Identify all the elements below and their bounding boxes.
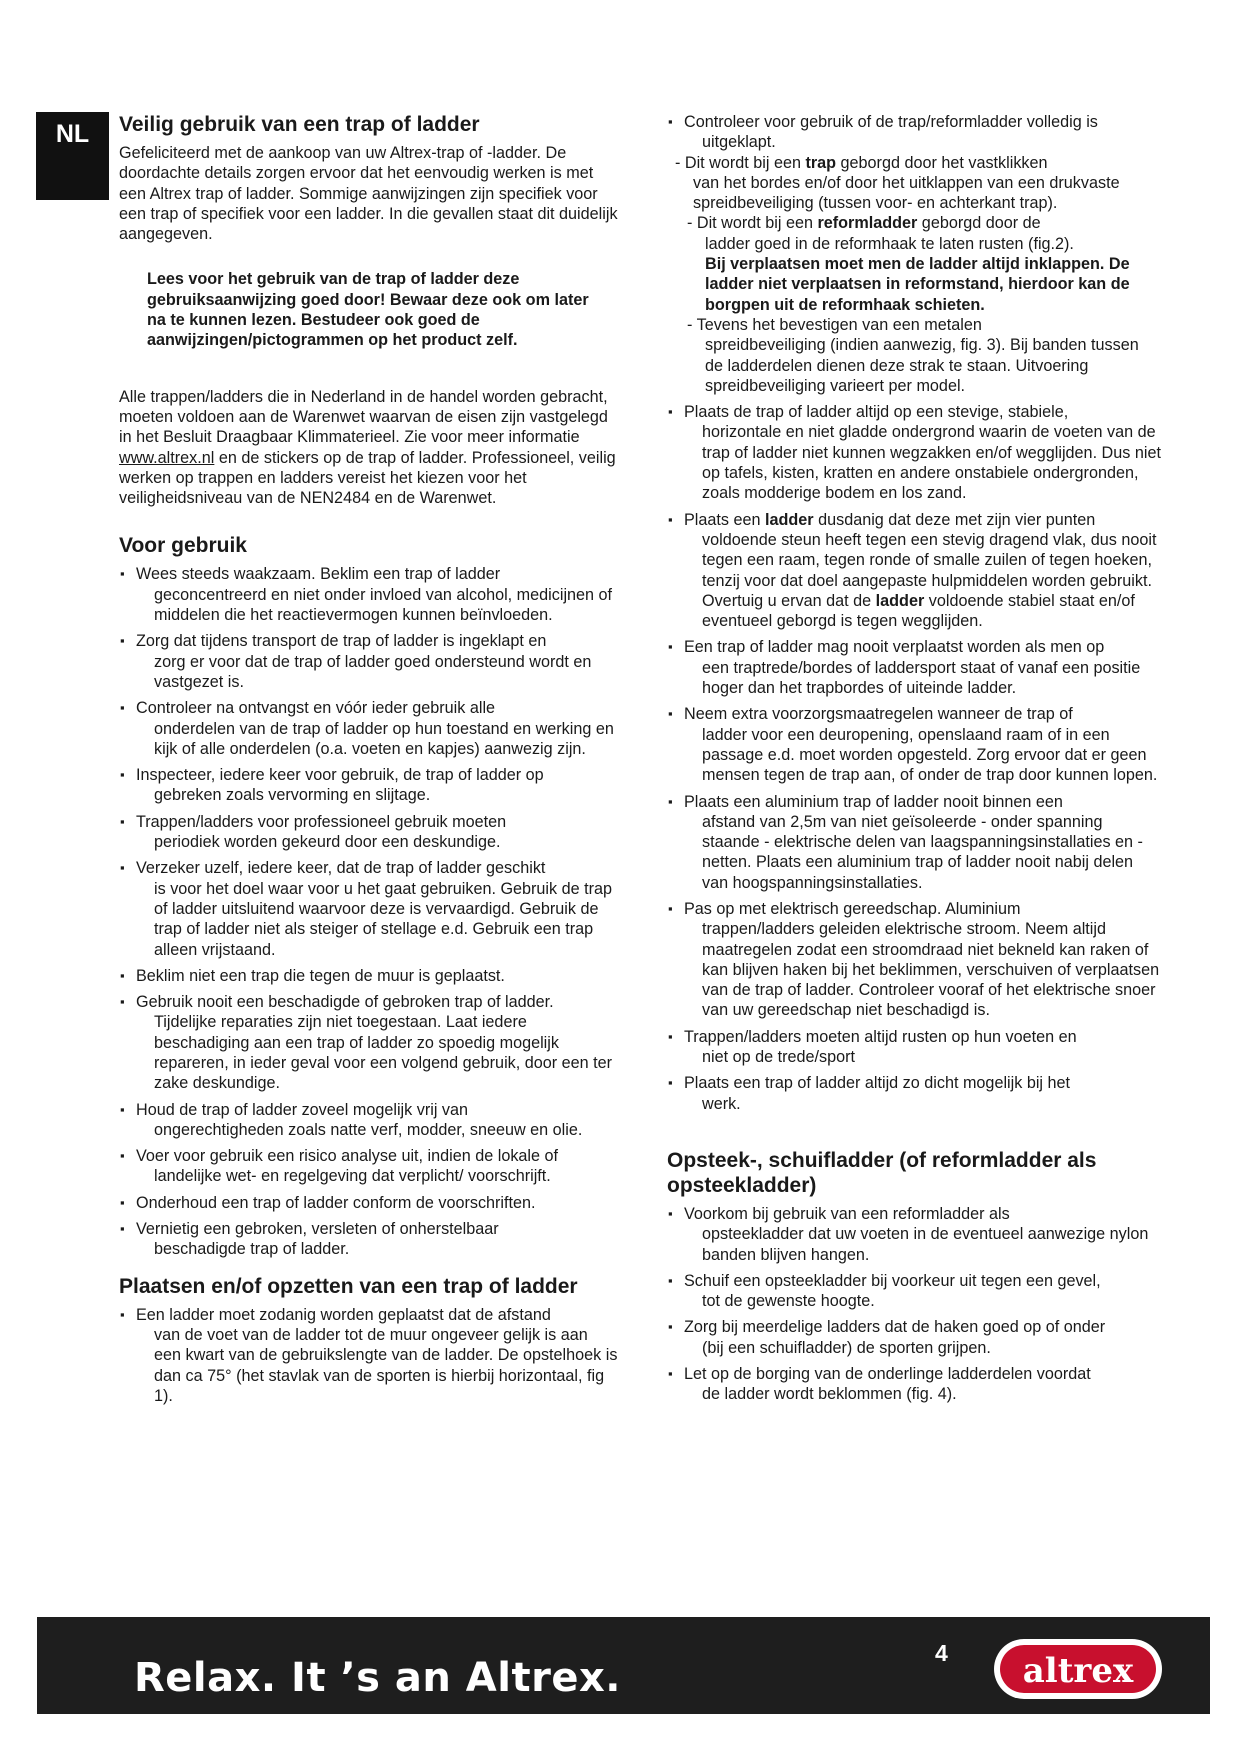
- list-item: ▪ Een trap of ladder mag nooit verplaatst worden als men op een traptrede/bordes of laddersport staat of vanaf een positie hoger dan het trapbordes of uiteinde ladder.: [667, 637, 1161, 698]
- list-item: ▪ Trappen/ladders voor professioneel gebruik moeten periodiek worden gekeurd door een deskundige.: [119, 812, 619, 853]
- list-item: ▪ Beklim niet een trap die tegen de muur is geplaatst.: [119, 966, 619, 986]
- page-title: Veilig gebruik van een trap of ladder: [119, 113, 480, 136]
- list-item: ▪ Trappen/ladders moeten altijd rusten op hun voeten en niet op de trede/sport: [667, 1027, 1161, 1068]
- warning-text: Bij verplaatsen moet men de ladder altijd inklappen. De ladder niet verplaatsen in reformstand, hierdoor kan de borgpen uit de reformhaak schieten.: [705, 255, 1130, 314]
- opsteek-list: [667, 1204, 1161, 1405]
- list-item: ▪ Controleer na ontvangst en vóór ieder gebruik alle onderdelen van de trap of ladder op hun toestand en werking en kijk of alle onderdelen (o.a. voeten en kapjes) aanwezig zijn.: [119, 698, 619, 759]
- page-number: 4: [935, 1640, 948, 1666]
- list-item: ▪ Vernietig een gebroken, versleten of onherstelbaar beschadigde trap of ladder.: [119, 1219, 619, 1260]
- plaatsen-list: [119, 1305, 619, 1406]
- list-item: ▪ Zorg dat tijdens transport de trap of ladder is ingeklapt en zorg er voor dat de trap of ladder goed ondersteund wordt en vastgezet is.: [119, 631, 619, 692]
- list-item: ▪ Inspecteer, iedere keer voor gebruik, de trap of ladder op gebreken zoals vervorming en slijtage.: [119, 765, 619, 806]
- list-item: ▪ Voer voor gebruik een risico analyse uit, indien de lokale of landelijke wet- en regelgeving dat verplicht/ voorschrijft.: [119, 1146, 619, 1187]
- voor-gebruik-list: [119, 564, 619, 1259]
- list-item: ▪ Onderhoud een trap of ladder conform de voorschriften.: [119, 1193, 619, 1213]
- list-item: ▪ Plaats de trap of ladder altijd op een stevige, stabiele, horizontale en niet gladde ondergrond waarin de voeten van de trap of ladder niet kunnen wegzakken en/of wegglijden. Dus niet op tafels, kisten, kratten en andere onstabiele ondergronden, zoals modderige bodem en los zand.: [667, 402, 1161, 503]
- list-item: ▪ Voorkom bij gebruik van een reformladder als opsteekladder dat uw voeten in de eventueel aanwezige nylon banden blijven hangen.: [667, 1204, 1161, 1265]
- altrex-logo: [992, 1637, 1164, 1701]
- sub-item-reformladder: - Dit wordt bij een reformladder geborgd door de ladder goed in de reformhaak te laten rusten (fig.2). Bij verplaatsen moet men de ladder altijd inklappen. De ladder niet verplaatsen in reformstand, hierdoor kan de borgpen uit de reformhaak schieten.: [651, 213, 1161, 314]
- right-column: [667, 112, 1161, 1417]
- list-item: ▪ Controleer voor gebruik of de trap/reformladder volledig is uitgeklapt. - Dit wordt bij een trap geborgd door het vastklikken van het bordes en/of door het uitklappen van een drukvaste spreidbeveiliging (tussen voor- en achterkant trap). - Dit wordt bij een reformladder geborgd door de ladder goed in de reformhaak te laten rusten (fig.2). Bij verplaatsen moet men de ladder altijd inklappen. De ladder niet verplaatsen in reformstand, hierdoor kan de borgpen uit de reformhaak schieten. - Tevens het bevestigen van een metalen spreidbeveiliging (indien aanwezig, fig. 3). Bij banden tussen de ladderdelen dienen deze strak te staan. Uitvoering spreidbeveiliging varieert per model.: [667, 112, 1161, 396]
- list-item: ▪ Schuif een opsteekladder bij voorkeur uit tegen een gevel, tot de gewenste hoogte.: [667, 1271, 1161, 1312]
- list-item: ▪ Neem extra voorzorgsmaatregelen wanneer de trap of ladder voor een deuropening, openslaand raam of in een passage e.d. moet worden opgesteld. Zorg ervoor dat er geen mensen tegen de trap aan, of onder de trap door kunnen lopen.: [667, 704, 1161, 785]
- list-item: ▪ Wees steeds waakzaam. Beklim een trap of ladder geconcentreerd en niet onder invloed van alcohol, medicijnen of middelen die het reactievermogen kunnen beïnvloeden.: [119, 564, 619, 625]
- section-voor-gebruik-title: Voor gebruik: [119, 534, 247, 558]
- svg-text:altrex: altrex: [1022, 1651, 1134, 1691]
- list-item: ▪ Plaats een ladder dusdanig dat deze met zijn vier punten voldoende steun heeft tegen een stevig dragend vlak, dus nooit tegen een raam, tegen ronde of smalle zuilen of tegen hoeken, tenzij voor dat doel aangepaste hulpmiddelen worden gebruikt. Overtuig u ervan dat de ladder voldoende stabiel staat en/of eventueel geborgd is tegen wegglijden.: [667, 510, 1161, 632]
- list-item: ▪ Pas op met elektrisch gereedschap. Aluminium trappen/ladders geleiden elektrische stroom. Neem altijd maatregelen zodat een stroomdraad niet bekneld kan raken of kan blijven haken bij het beklimmen, verschuiven of verplaatsen van de trap of ladder. Controleer vooraf of het elektrische snoer van uw gereedschap niet beschadigd is.: [667, 899, 1161, 1021]
- list-item: ▪ Verzeker uzelf, iedere keer, dat de trap of ladder geschikt is voor het doel waar voor u het gaat gebruiken. Gebruik de trap of ladder uitsluitend waarvoor deze is vervaardigd. Gebruik de trap of ladder niet als steiger of stellage e.d. Gebruik een trap alleen vrijstaand.: [119, 858, 619, 959]
- list-item: ▪ Plaats een trap of ladder altijd zo dicht mogelijk bij het werk.: [667, 1073, 1161, 1114]
- list-item: ▪ Let op de borging van de onderlinge ladderdelen voordat de ladder wordt beklommen (fig. 4).: [667, 1364, 1161, 1405]
- language-tab: NL: [36, 112, 109, 200]
- controle-list: [667, 112, 1161, 631]
- read-manual-note: Lees voor het gebruik van de trap of ladder deze gebruiksaanwijzing goed door! Bewaar deze ook om later na te kunnen lezen. Bestudeer ook goed de aanwijzingen/pictogrammen op het product zelf.: [147, 270, 589, 350]
- list-item: ▪ Plaats een aluminium trap of ladder nooit binnen een afstand van 2,5m van niet geïsoleerde - onder spanning staande - elektrische delen van laagspanningsinstallaties en -netten. Plaats een aluminium trap of ladder nooit nabij delen van hoogspanningsinstallaties.: [667, 792, 1161, 893]
- extra-safety-list: [667, 637, 1161, 1114]
- list-item: ▪ Een ladder moet zodanig worden geplaatst dat de afstand van de voet van de ladder tot de muur ongeveer gelijk is aan een kwart van de gebruikslengte van de ladder. De opstelhoek is dan ca 75° (het stavlak van de sporten is hierbij horizontaal, fig 1).: [119, 1305, 619, 1406]
- section-plaatsen-title: Plaatsen en/of opzetten van een trap of ladder: [119, 1274, 578, 1298]
- altrex-link[interactable]: www.altrex.nl: [119, 448, 215, 467]
- list-item: ▪ Zorg bij meerdelige ladders dat de haken goed op of onder (bij een schuifladder) de sporten grijpen.: [667, 1317, 1161, 1358]
- list-item: ▪ Gebruik nooit een beschadigde of gebroken trap of ladder. Tijdelijke reparaties zijn niet toegestaan. Laat iedere beschadiging aan een trap of ladder zo spoedig mogelijk repareren, in ieder geval voor een volgend gebruik, door een ter zake deskundige.: [119, 992, 619, 1093]
- list-item: ▪ Houd de trap of ladder zoveel mogelijk vrij van ongerechtigheden zoals natte verf, modder, sneeuw en olie.: [119, 1100, 619, 1141]
- regulation-paragraph: Alle trappen/ladders die in Nederland in de handel worden gebracht, moeten voldoen aan de Warenwet waarvan de eisen zijn vastgelegd in het Besluit Draagbaar Klimmaterieel. Zie voor meer informatie www.altrex.nl en de stickers op de trap of ladder. Professioneel, veilig werken op trappen en ladders vereist het kiezen voor het veiligheidsniveau van de NEN2484 en de Warenwet.: [119, 387, 616, 508]
- left-column: [119, 112, 619, 1418]
- slogan: Relax. It ’s an Altrex.: [134, 1655, 621, 1701]
- section-opsteek-title: Opsteek-, schuifladder (of reformladder als opsteekladder): [667, 1148, 1097, 1197]
- footer-bar: [37, 1617, 1210, 1714]
- sub-item-spreidbeveiliging: - Tevens het bevestigen van een metalen spreidbeveiliging (indien aanwezig, fig. 3). Bij banden tussen de ladderdelen dienen deze strak te staan. Uitvoering spreidbeveiliging varieert per model.: [687, 315, 1139, 395]
- sub-item-trap: - Dit wordt bij een trap geborgd door het vastklikken van het bordes en/of door het uitklappen van een drukvaste spreidbeveiliging (tussen voor- en achterkant trap).: [675, 153, 1120, 213]
- intro-paragraph: Gefeliciteerd met de aankoop van uw Altrex-trap of -ladder. De doordachte details zorgen ervoor dat het eenvoudig werken is met een Altrex trap of ladder. Sommige aanwijzingen zijn specifiek voor een trap of specifiek voor een ladder. In die gevallen staat dit duidelijk aangegeven.: [119, 144, 618, 244]
